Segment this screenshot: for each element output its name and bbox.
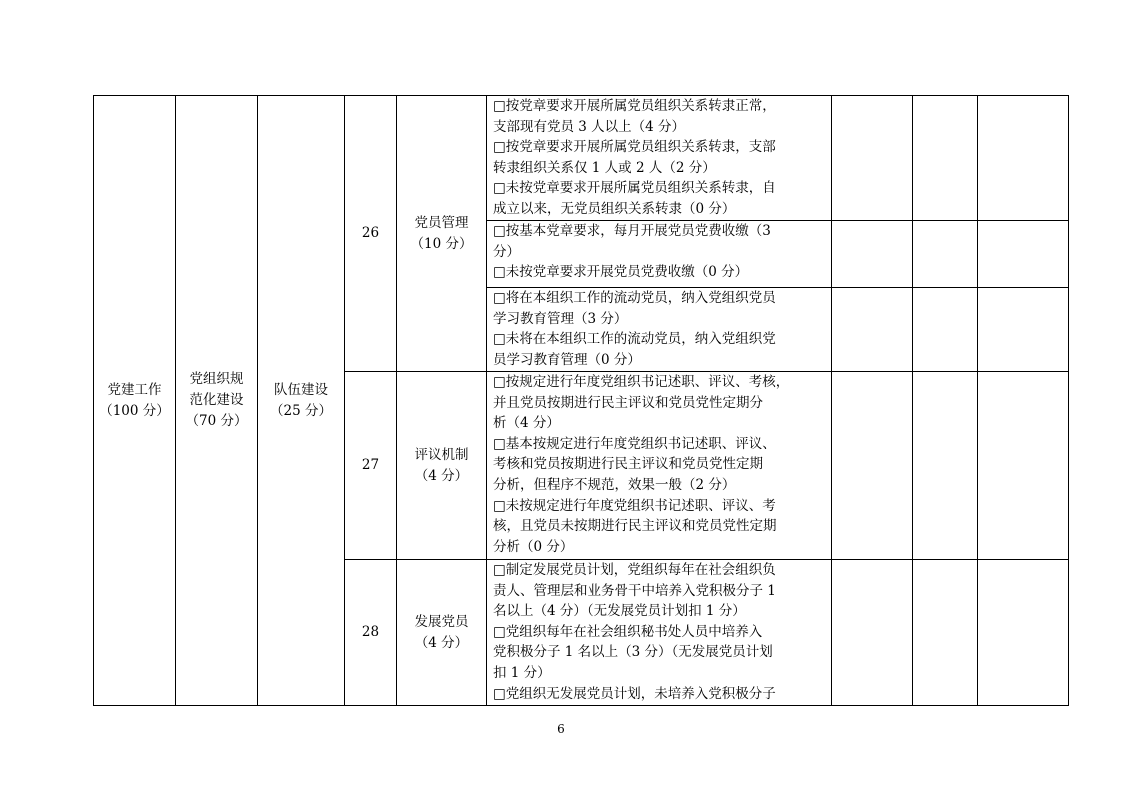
level1-cell [94,96,176,706]
blank-cell [978,221,1069,288]
criteria-line: 支部现有党员 3 人以上（4 分） [493,118,686,135]
blank-cell [832,221,913,288]
level1-name: 党建工作 [107,381,162,398]
level3-score: （25 分） [270,402,332,419]
item-name-cell [397,96,487,372]
criteria-line: □制定发展党员计划，党组织每年在社会组织负 [493,562,776,578]
item-number: 27 [345,372,397,560]
criteria-cell [487,372,832,560]
level2-score: （70 分） [185,413,248,429]
blank-cell [913,221,978,288]
item-score: （10 分） [410,235,473,252]
criteria-line: 核，且党员未按期进行民主评议和党员党性定期 [493,518,777,535]
blank-cell [913,560,978,706]
criteria-line: 分） [493,243,520,260]
criteria-line: □未按党章要求开展所属党员组织关系转隶，自 [493,180,776,197]
criteria-line: □基本按规定进行年度党组织书记述职、评议、 [493,435,776,452]
criteria-line: □将在本组织工作的流动党员，纳入党组织党员 [493,290,776,306]
criteria-line: □未按党章要求开展党员党费收缴（0 分） [493,264,749,281]
level2-name-line: 党组织规 [189,371,244,387]
criteria-line: 学习教育管理（3 分） [493,310,628,327]
criteria-cell [487,96,832,221]
table-row [94,96,1069,221]
criteria-line: □按基本党章要求，每月开展党员党费收缴（3 [493,223,771,239]
item-name-cell [397,560,487,706]
blank-cell [832,288,913,372]
criteria-cell [487,560,832,706]
criteria-line: 扣 1 分） [493,664,551,681]
criteria-line: 转隶组织关系仅 1 人或 2 人（2 分） [493,159,716,176]
item-score: （4 分） [414,634,469,651]
criteria-line: 并且党员按期进行民主评议和党员党性定期分 [493,394,763,411]
criteria-line: □按规定进行年度党组织书记述职、评议、考核， [493,374,790,390]
criteria-line: 分析（0 分） [493,538,574,555]
criteria-line: 成立以来，无党员组织关系转隶（0 分） [493,200,736,217]
criteria-line: 员学习教育管理（0 分） [493,351,641,368]
criteria-line: 名以上（4 分）（无发展党员计划扣 1 分） [493,603,746,620]
criteria-line: □党组织每年在社会组织秘书处人员中培养入 [493,623,763,640]
blank-cell [832,372,913,560]
criteria-line: 分析，但程序不规范，效果一般（2 分） [493,476,736,493]
criteria-line: 析（4 分） [493,415,560,432]
evaluation-table [93,95,1069,706]
level1-score: （100 分） [99,402,170,419]
item-number: 26 [345,96,397,372]
criteria-line: □未按规定进行年度党组织书记述职、评议、考 [493,497,776,514]
item-score: （4 分） [414,467,469,484]
item-name: 发展党员 [414,613,469,630]
criteria-line: □按党章要求开展所属党员组织关系转隶，支部 [493,139,776,156]
level2-cell [176,96,258,706]
blank-cell [913,288,978,372]
blank-cell [978,288,1069,372]
criteria-line: 考核和党员按期进行民主评议和党员党性定期 [493,456,763,473]
level2-name-line: 范化建设 [189,392,244,408]
criteria-line: 责人、管理层和业务骨干中培养入党积极分子 1 [493,582,776,599]
page-number: 6 [557,722,565,736]
blank-cell [978,560,1069,706]
criteria-line: □党组织无发展党员计划，未培养入党积极分子 [493,685,776,702]
criteria-cell [487,221,832,288]
criteria-line: □按党章要求开展所属党员组织关系转隶正常， [493,98,776,114]
criteria-line: 党积极分子 1 名以上（3 分）（无发展党员计划 [493,644,773,661]
level3-name: 队伍建设 [274,381,328,398]
blank-cell [978,96,1069,221]
item-name-cell [397,372,487,560]
blank-cell [913,372,978,560]
blank-cell [913,96,978,221]
item-name: 评议机制 [414,446,469,463]
item-name: 党员管理 [414,214,469,231]
item-number: 28 [345,560,397,706]
blank-cell [978,372,1069,560]
blank-cell [832,96,913,221]
criteria-line: □未将在本组织工作的流动党员，纳入党组织党 [493,331,776,348]
criteria-cell [487,288,832,372]
blank-cell [832,560,913,706]
level3-cell [258,96,345,706]
